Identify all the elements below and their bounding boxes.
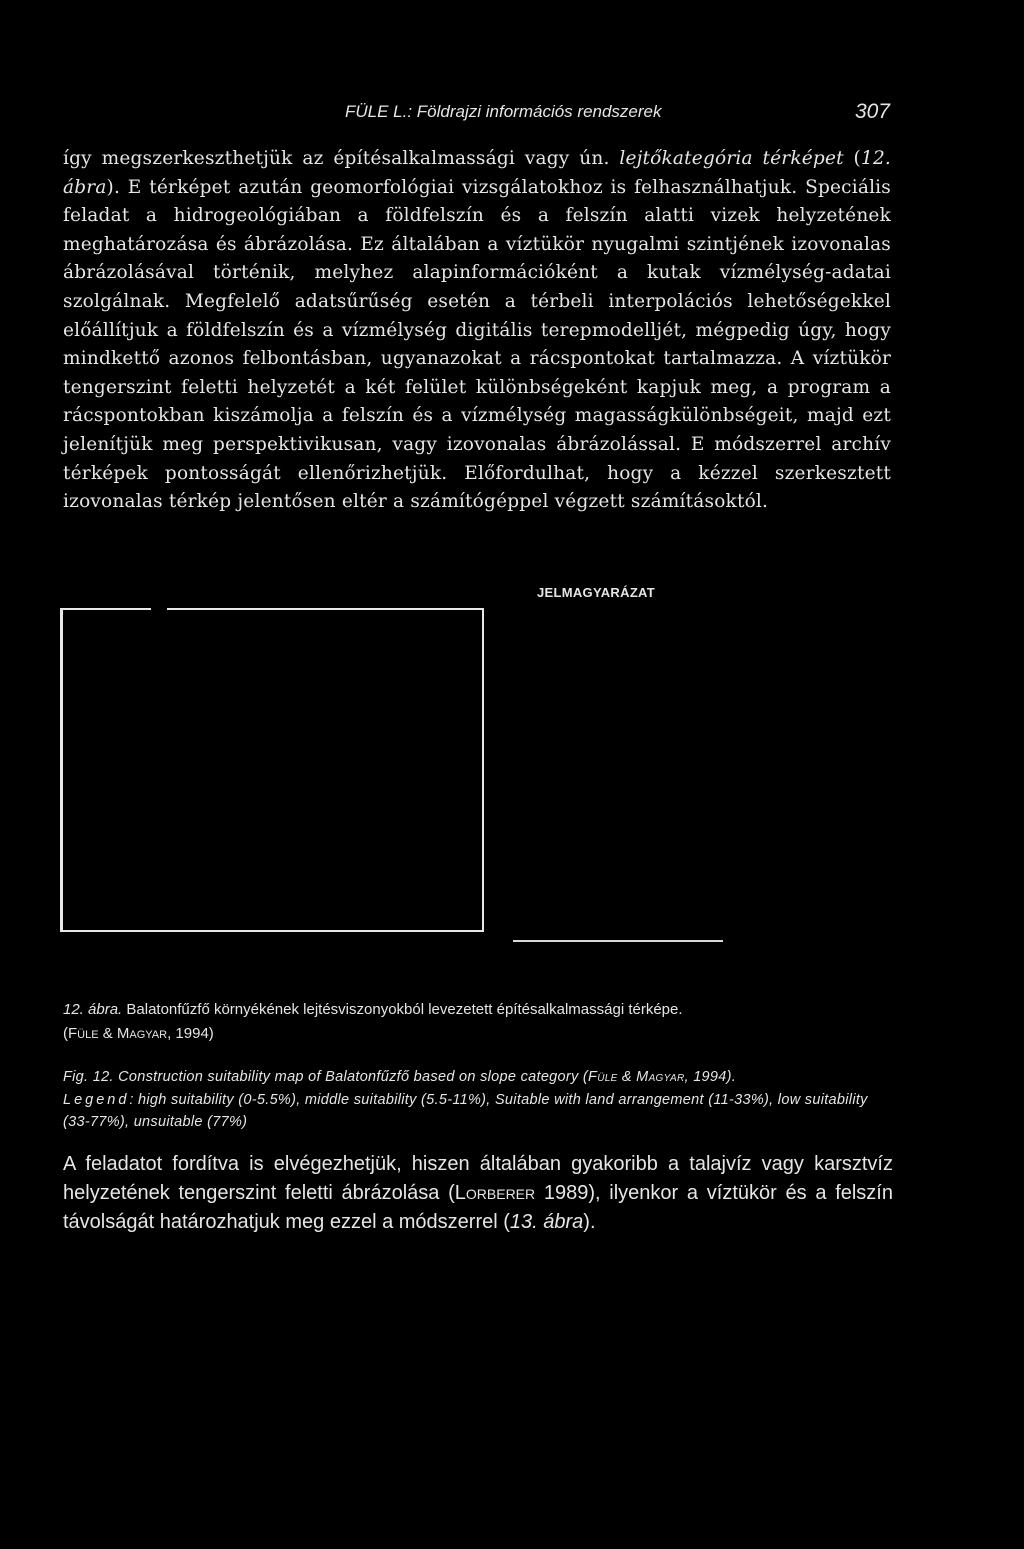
body-italic-term: lejtőkategória térképet — [619, 148, 844, 169]
closing-text-1: A feladatot fordítva is elvégezhetjük, hiszen általában gyakoribb a talajvíz vagy karsztvíz helyzetének tengerszint feletti ábrázolása ( — [63, 1153, 893, 1204]
body-paragraph — [63, 145, 891, 517]
legend-rule — [513, 940, 723, 942]
map-frame — [60, 608, 484, 932]
page-header — [60, 100, 890, 132]
closing-author: Lorberer — [454, 1182, 536, 1204]
figure-caption-hu — [63, 998, 893, 1046]
page-number: 307 — [854, 100, 890, 123]
caption-hu-authors: Füle & Magyar — [68, 1025, 168, 1042]
closing-text-3: ). — [583, 1211, 596, 1233]
figure-caption-en — [63, 1066, 893, 1134]
caption-hu-text: Balatonfűzfő környékének lejtésviszonyokból levezetett építésalkalmassági térképe. — [122, 1001, 683, 1018]
map-frame-gap — [151, 607, 167, 611]
caption-en-year: , 1994). — [684, 1069, 737, 1085]
caption-en-legend-word: Legend — [63, 1091, 130, 1108]
closing-paragraph — [63, 1150, 893, 1237]
caption-en-label: Fig. 12. — [63, 1069, 114, 1085]
body-text-2: ( — [843, 148, 861, 169]
caption-hu-year: , 1994) — [167, 1025, 214, 1042]
caption-hu-cite-open: ( — [63, 1025, 68, 1042]
caption-en-authors: Füle & Magyar — [588, 1069, 685, 1085]
caption-en-legend-text: : high suitability (0-5.5%), middle suitability (5.5-11%), Suitable with land arrangement (11-33%), low suitability (33-77%), unsuitable (77%) — [63, 1091, 868, 1130]
caption-en-text: Construction suitability map of Balatonfűzfő based on slope category ( — [113, 1069, 589, 1085]
body-text-3: ). E térképet azután geomorfológiai vizsgálatokhoz is felhasználhatjuk. Speciális feladat a hidrogeológiában a földfelszín és a felszín alatti vizek helyzetének meghatározása és ábrázolása. Ez általában a víztükör nyugalmi szintjének izovonalas ábrázolásával történik, melyhez alapinformációként a kutak vízmélység-adatai szolgálnak. Megfelelő adatsűrűség esetén a térbeli interpolációs lehetőségekkel előállítjuk a földfelszín és a vízmélység digitális terepmodelljét, mégpedig úgy, hogy mindkettő azonos felbontásban, ugyanazokat a rácspontokat tartalmazza. A víztükör tengerszint feletti helyzetét a két felület különbségeként kapjuk meg, a program a rácspontokban kiszámolja a felszín és a vízmélység magasságkülönbségeit, majd ezt jelenítjük meg perspektivikusan, vagy izovonalas ábrázolással. E módszerrel archív térképek pontosságát ellenőrizhetjük. Előfordulhat, hogy a kézzel szerkesztett izovonalas térkép jelentősen eltér a számítógéppel végzett számításoktól. — [63, 176, 891, 513]
legend-title: JELMAGYARÁZAT — [537, 585, 656, 600]
closing-figure-ref: 13. ábra — [509, 1211, 584, 1233]
body-text-1: így megszerkeszthetjük az építésalkalmassági vagy ún. — [63, 148, 620, 169]
caption-hu-label: 12. ábra. — [63, 1001, 123, 1018]
closing-text-2: 1989), ilyenkor a víztükör és a felszín távolságát határozhatjuk meg ezzel a módszerrel ( — [63, 1182, 893, 1233]
body-figure-ref: 12. ábra — [63, 148, 891, 198]
running-head: FÜLE L.: Földrajzi információs rendszerek — [345, 102, 662, 121]
